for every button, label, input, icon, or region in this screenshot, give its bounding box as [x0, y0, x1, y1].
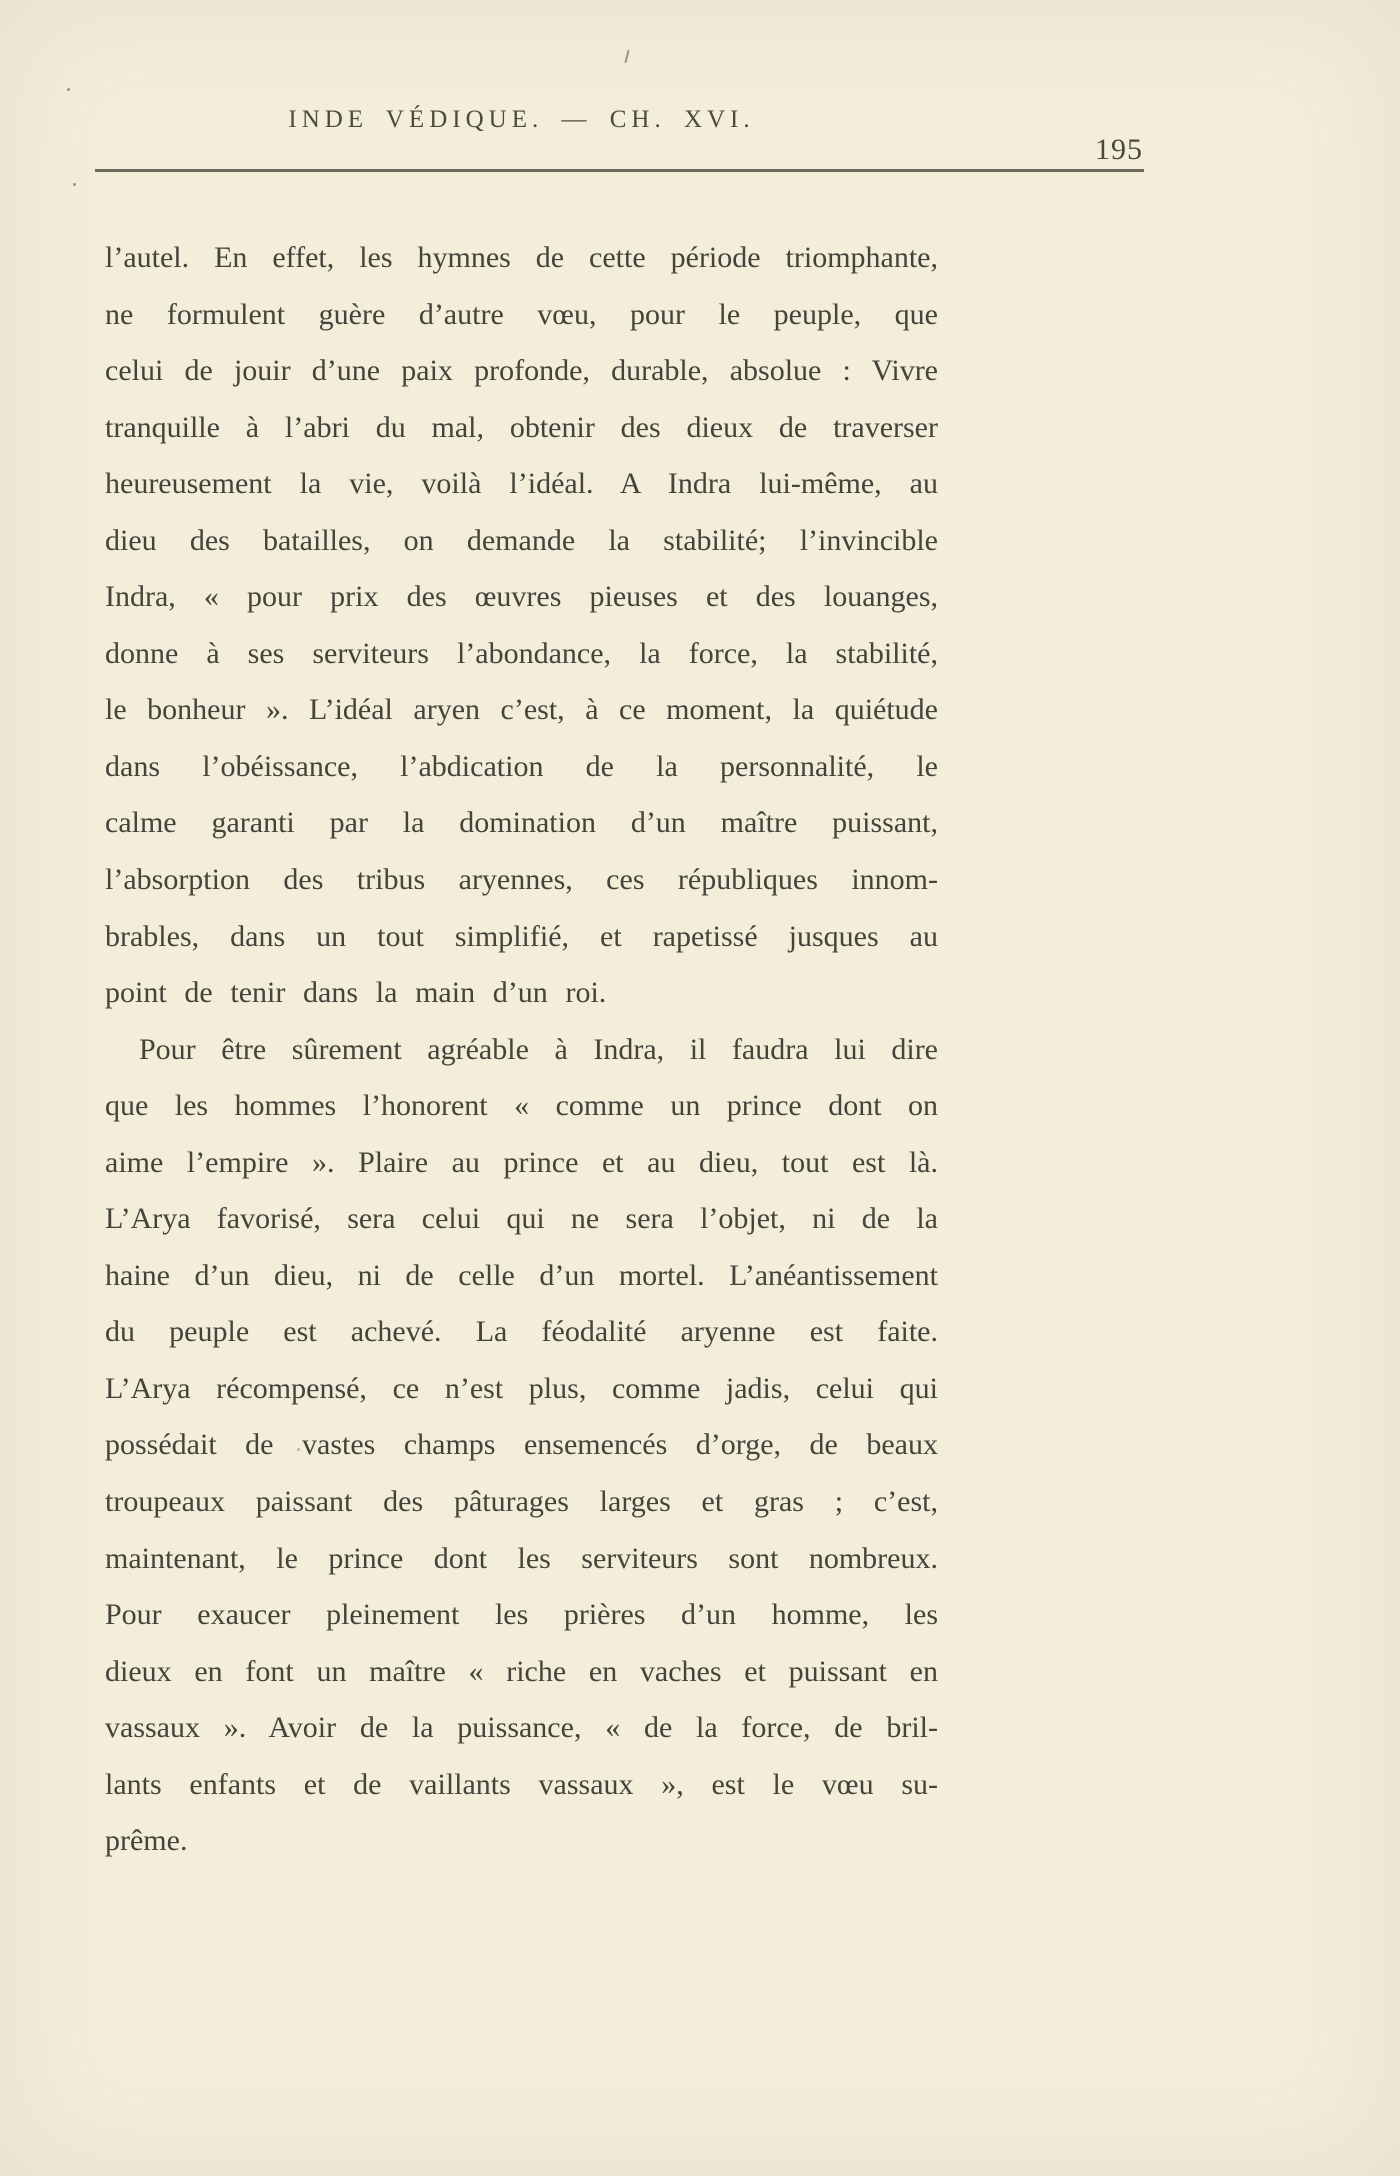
text-line: Pour exaucer pleinement les prières d’un homme, les [105, 1598, 938, 1632]
running-head-title: INDE VÉDIQUE. — CH. XVI. [288, 106, 755, 133]
text-line: L’Arya favorisé, sera celui qui ne sera l’objet, ni de la [105, 1202, 938, 1236]
text-line: brables, dans un tout simplifié, et rapetissé jusques au [105, 919, 938, 953]
text-line: L’Arya récompensé, ce n’est plus, comme jadis, celui qui [105, 1371, 938, 1405]
text-line: prême. [105, 1824, 188, 1858]
text-line: tranquille à l’abri du mal, obtenir des dieux de traverser [105, 410, 938, 444]
text-line: l’autel. En effet, les hymnes de cette période triomphante, [105, 241, 938, 274]
text-line: haine d’un dieu, ni de celle d’un mortel. L’anéantissement [105, 1258, 938, 1292]
text-line: point de tenir dans la main d’un roi. [105, 976, 607, 1010]
header-rule [95, 169, 1144, 172]
text-line: calme garanti par la domination d’un maître puissant, [105, 806, 938, 840]
text-line: troupeaux paissant des pâturages larges et gras ; c’est, [105, 1485, 938, 1519]
text-line: que les hommes l’honorent « comme un prince dont on [105, 1089, 938, 1123]
text-line: vassaux ». Avoir de la puissance, « de la force, de bril- [105, 1711, 938, 1745]
text-line: maintenant, le prince dont les serviteurs sont nombreux. [105, 1541, 938, 1575]
text-line: possédait de vastes champs ensemencés d’orge, de beaux [105, 1428, 938, 1462]
text-line: celui de jouir d’une paix profonde, durable, absolue : Vivre [105, 354, 938, 388]
text-line: dieu des batailles, on demande la stabilité; l’invincible [105, 523, 938, 557]
paper-mark [624, 50, 629, 63]
text-line: le bonheur ». L’idéal aryen c’est, à ce moment, la quiétude [105, 693, 938, 727]
paper-speck [67, 88, 70, 91]
text-line: l’absorption des tribus aryennes, ces républiques innom- [105, 863, 938, 897]
text-line: donne à ses serviteurs l’abondance, la force, la stabilité, [105, 636, 938, 670]
text-line: lants enfants et de vaillants vassaux », est le vœu su- [105, 1767, 938, 1801]
page-text [105, 230, 938, 1870]
page-number: 195 [1095, 133, 1143, 166]
text-line: ne formulent guère d’autre vœu, pour le peuple, que [105, 297, 938, 331]
text-line: du peuple est achevé. La féodalité aryenne est faite. [105, 1315, 938, 1349]
text-line: dieux en font un maître « riche en vaches et puissant en [105, 1654, 938, 1688]
text-line: dans l’obéissance, l’abdication de la personnalité, le [105, 749, 938, 783]
text-line: heureusement la vie, voilà l’idéal. A Indra lui-même, au [105, 467, 938, 501]
text-line: Pour être sûrement agréable à Indra, il faudra lui dire [139, 1032, 938, 1066]
paper-speck [73, 183, 76, 186]
text-line: Indra, « pour prix des œuvres pieuses et des louanges, [105, 580, 938, 614]
text-line: aime l’empire ». Plaire au prince et au dieu, tout est là. [105, 1145, 938, 1179]
